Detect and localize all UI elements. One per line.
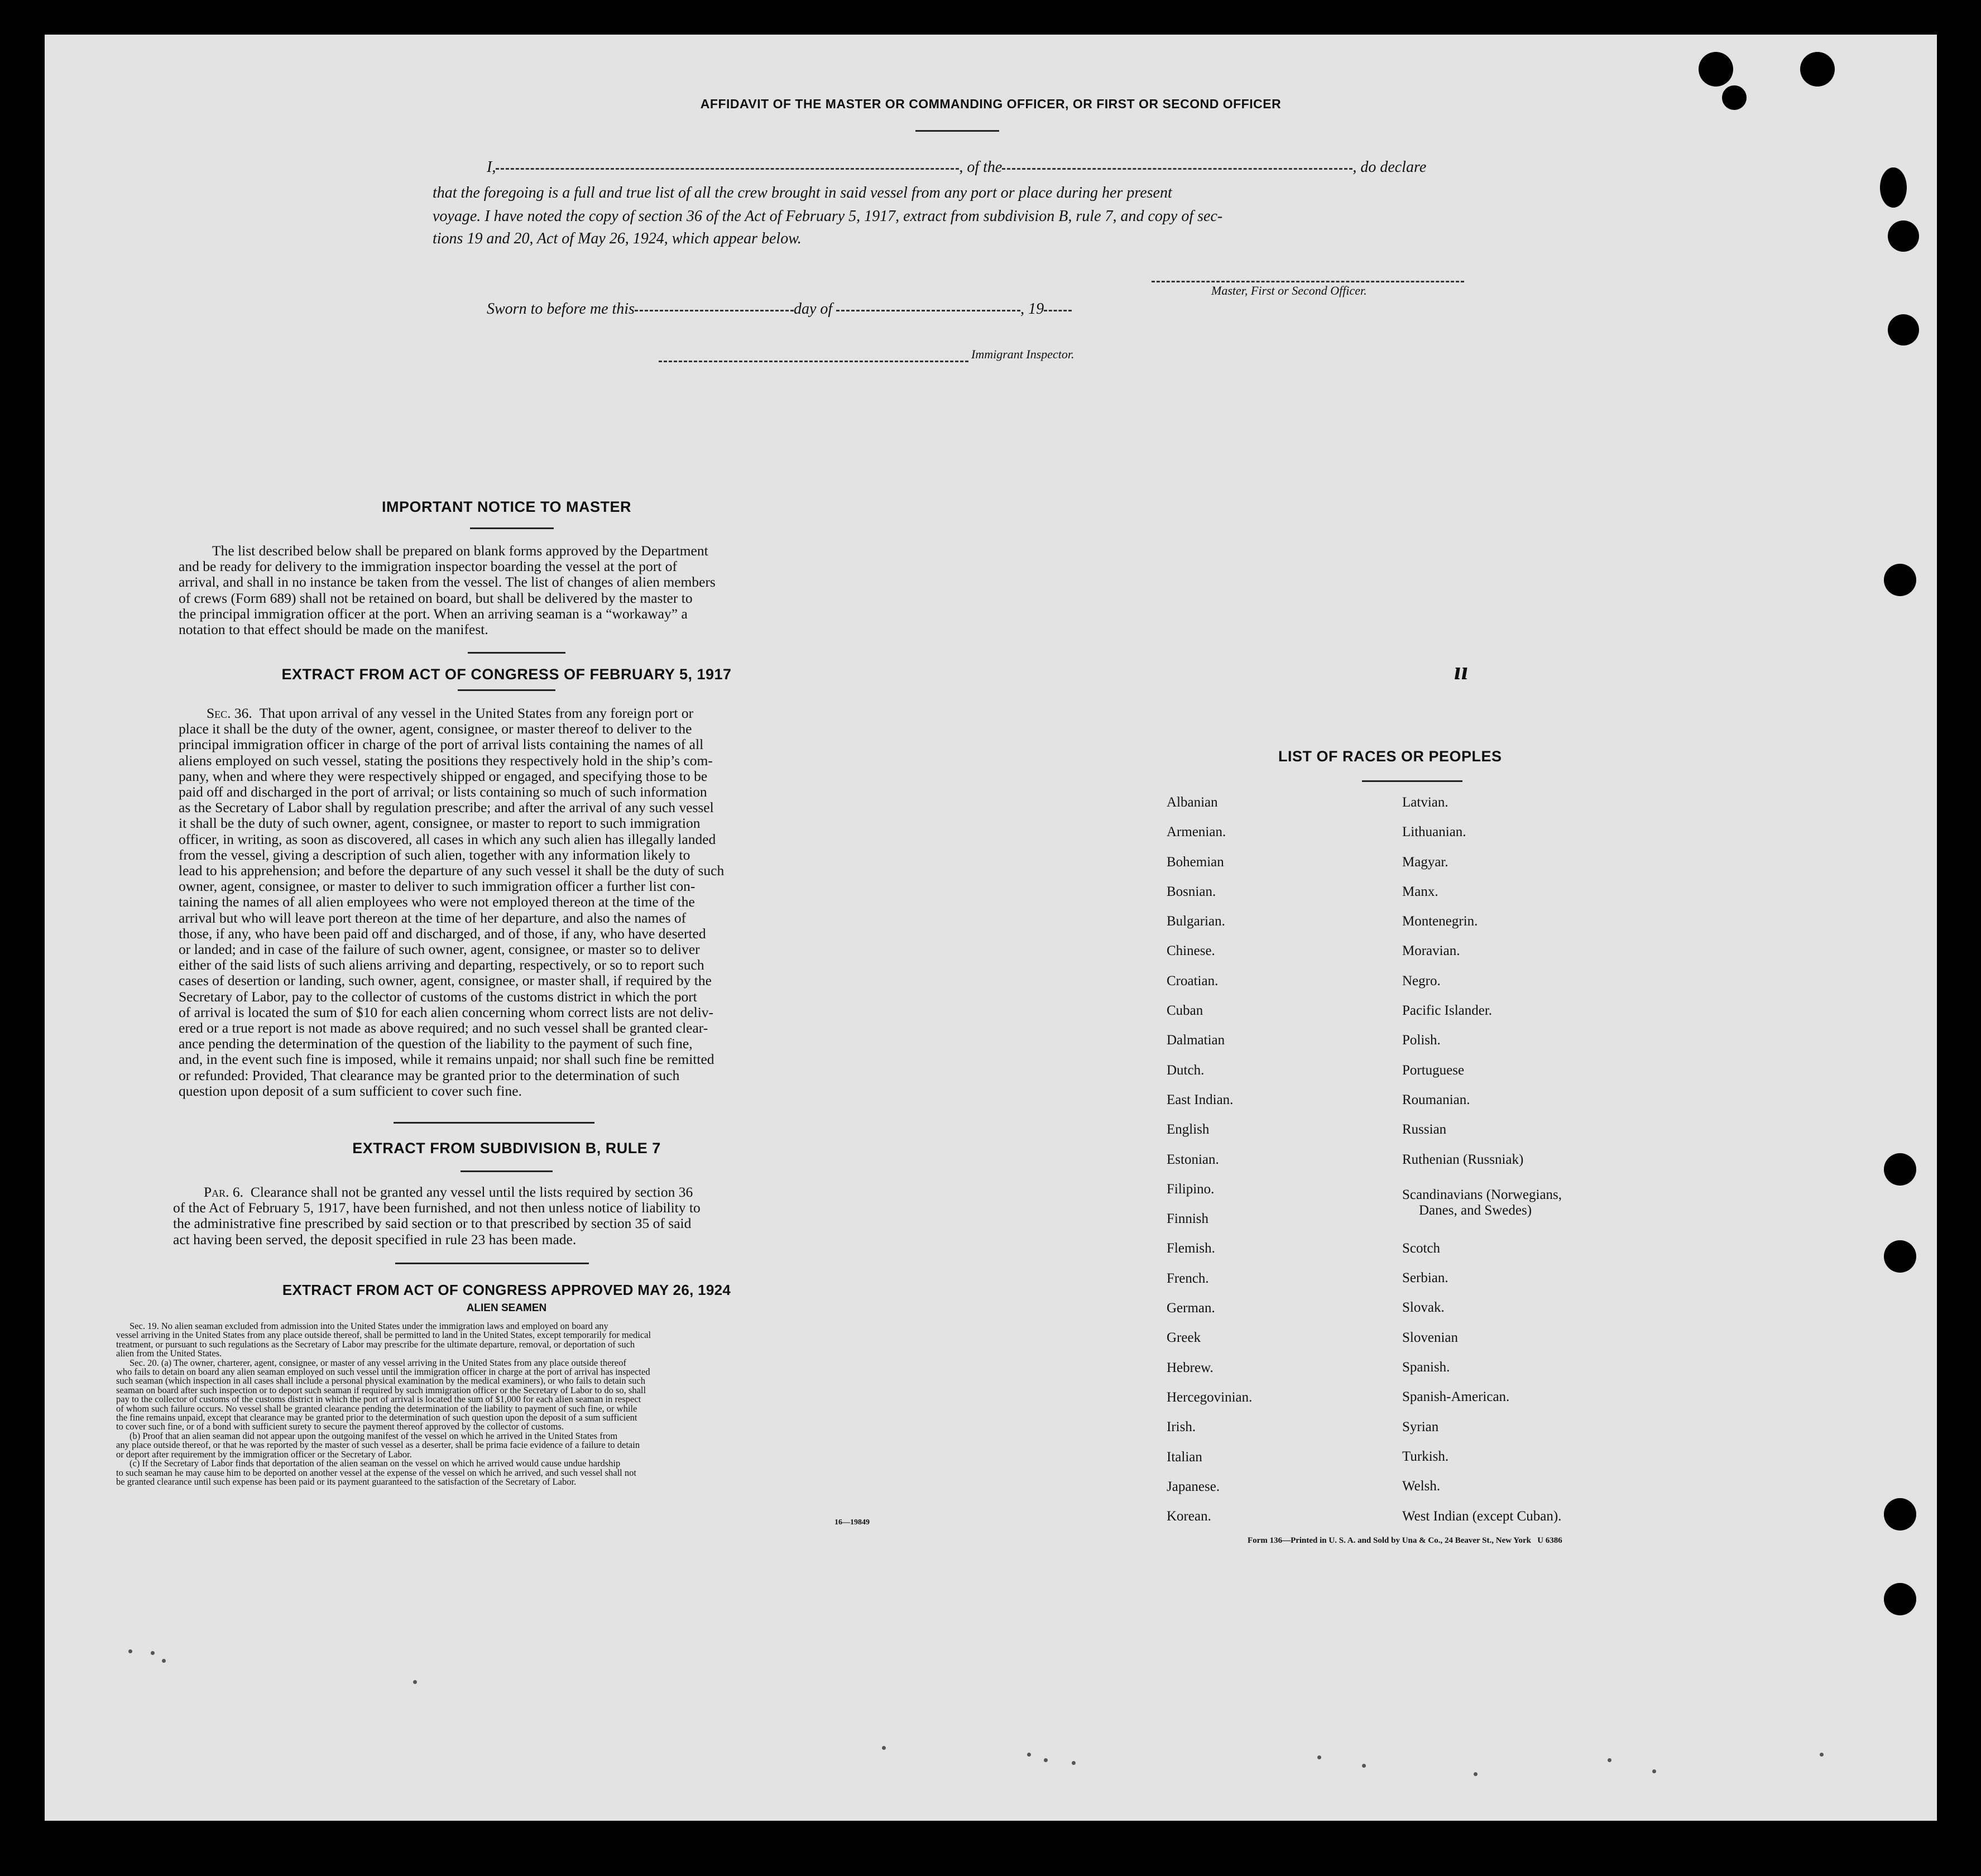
race-item: Slovak. <box>1402 1300 1445 1316</box>
speck <box>1820 1753 1824 1757</box>
race-item: Chinese. <box>1167 943 1215 959</box>
divider <box>470 527 554 529</box>
act-1924-line: who fails to detain on board any alien seaman employed on such vessel until the immigration officer in charge at the port of arrival has inspected <box>116 1366 650 1378</box>
rule7-title: EXTRACT FROM SUBDIVISION B, RULE 7 <box>352 1140 661 1157</box>
notice-line: of crews (Form 689) shall not be retained on board, but shall be delivered by the master to <box>179 589 693 606</box>
sworn-year-field[interactable] <box>1044 309 1072 311</box>
inspector-label: Immigrant Inspector. <box>971 347 1075 361</box>
race-item: English <box>1167 1122 1210 1138</box>
act-1917-line <box>179 706 818 721</box>
act-1917-title: EXTRACT FROM ACT OF CONGRESS OF FEBRUARY 5, 1917 <box>281 666 732 683</box>
races-title: LIST OF RACES OR PEOPLES <box>1278 748 1502 765</box>
speck <box>151 1651 155 1655</box>
rule7-body <box>173 1184 812 1248</box>
divider <box>394 1122 594 1124</box>
race-item: Scandinavians (Norwegians, <box>1402 1187 1562 1202</box>
race-item: Albanian <box>1167 795 1218 810</box>
act-1917-line: paid off and discharged in the port of arrival; or lists containing so much of such information <box>179 784 707 800</box>
race-item: Italian <box>1167 1449 1202 1465</box>
race-item: Scotch <box>1402 1240 1441 1256</box>
race-item: Bosnian. <box>1167 884 1216 899</box>
act-1917-line: arrival but who will leave port thereon at the time of her departure, and also the names of <box>179 909 687 926</box>
act-1917-line: place it shall be the duty of the owner, agent, consignee, or master thereof to deliver to the <box>179 721 692 737</box>
act-1924-line: Sec. 19. No alien seaman excluded from admission into the United States under the immigration laws and employed on board any <box>129 1321 608 1331</box>
act-1917-line: from the vessel, giving a description of such alien, together with any information likely to <box>179 846 690 863</box>
race-item: Spanish. <box>1402 1360 1450 1375</box>
speck <box>128 1649 132 1653</box>
binder-hole <box>1884 1498 1916 1530</box>
act-1924-line: the fine remains unpaid, except that clearance may be granted prior to the determination of such question upon the deposit of a sum sufficient <box>116 1412 637 1423</box>
officer-name-field[interactable] <box>496 167 959 170</box>
binder-hole <box>1884 564 1916 596</box>
section-label: Sec. 36. <box>207 705 252 721</box>
race-item: Greek <box>1167 1330 1201 1346</box>
race-item: Magyar. <box>1402 854 1448 870</box>
race-item: Latvian. <box>1402 795 1448 810</box>
race-item: Dalmatian <box>1167 1033 1225 1048</box>
act-1917-line: either of the said lists of such aliens arriving and departing, respectively, or so to report such <box>179 957 704 973</box>
sworn-day-field[interactable] <box>635 309 794 311</box>
race-item: Korean. <box>1167 1509 1211 1524</box>
race-item: Finnish <box>1167 1211 1209 1227</box>
act-1917-line: owner, agent, consignee, or master to deliver to such immigration officer a further list con- <box>179 878 695 895</box>
act-1924-body <box>116 1322 900 1486</box>
act-1917-line: pany, when and where they were respectively shipped or engaged, and specifying those to be <box>179 767 708 784</box>
act-1917-body <box>179 706 818 1099</box>
speck <box>1044 1758 1048 1762</box>
speck <box>882 1746 886 1750</box>
act-1924-line: (c) If the Secretary of Labor finds that deportation of the alien seaman on the vessel on which he arrived would cause undue hardship <box>129 1458 621 1469</box>
races-right-column <box>1402 795 1692 1538</box>
act-1917-line: those, if any, who have been paid off and discharged, and of those, if any, who have deserted <box>179 925 706 942</box>
notice-body <box>179 543 818 637</box>
divider <box>468 652 565 654</box>
act-1917-line: lead to his apprehension; and before the departure of any such vessel it shall be the duty of such <box>179 862 725 879</box>
speck <box>1317 1755 1321 1759</box>
act-1917-line: it shall be the duty of such owner, agent, consignee, or master to report to such immigration <box>179 815 701 832</box>
act-1924-line: treatment, or pursuant to such regulations as the Secretary of Labor may prescribe for the ultimate departure, removal, or deportation of such <box>116 1338 635 1350</box>
race-item: Danes, and Swedes) <box>1419 1202 1532 1218</box>
act-1924-line: Sec. 20. (a) The owner, charterer, agent, consignee, or master of any vessel arriving in the United States from any place outside thereof <box>129 1357 626 1368</box>
race-item: Hebrew. <box>1167 1360 1213 1375</box>
act-1917-line: and, in the event such fine is imposed, while it remains unpaid; nor shall such fine be remitted <box>179 1051 714 1068</box>
race-item: Portuguese <box>1402 1062 1465 1078</box>
binder-hole <box>1699 52 1733 87</box>
race-item: Roumanian. <box>1402 1092 1470 1107</box>
act-1917-line: ered or a true report is not made as above required; and no such vessel shall be granted clear- <box>179 1020 708 1037</box>
speck <box>1652 1769 1656 1773</box>
act-1924-line: seaman on board after such inspection or to deport such seaman if required by such immigration officer or the Secretary of Labor to do so, shall <box>116 1384 646 1395</box>
act-1917-line-text: That upon arrival of any vessel in the United States from any foreign port or <box>259 705 694 721</box>
declaration-line <box>487 159 1426 176</box>
vessel-name-field[interactable] <box>1002 167 1352 170</box>
divider <box>1362 780 1462 782</box>
master-signature-field[interactable] <box>1152 280 1464 282</box>
act-1924-line: pay to the collector of customs of the customs district in which the port of arrival is located the sum of $1,000 for each alien seaman in respect <box>116 1394 641 1405</box>
act-1924-line: or deport after requirement by the immigration officer or the Secretary of Labor. <box>116 1448 412 1460</box>
act-1924-line: to such seaman he may cause him to be deported on another vessel at the expense of the vessel on which he arrived, and such vessel shall not <box>116 1467 636 1478</box>
notice-line: and be ready for delivery to the immigration inspector boarding the vessel at the port of <box>179 558 677 575</box>
act-1924-line: of whom such failure occurs. No vessel shall be granted clearance pending the determination of the liability to payment of such fine, or while <box>116 1403 637 1414</box>
race-item: Spanish-American. <box>1402 1389 1510 1405</box>
race-item: Turkish. <box>1402 1448 1449 1464</box>
race-item: Croatian. <box>1167 973 1219 989</box>
form-code: 16—19849 <box>834 1518 870 1527</box>
races-left-column <box>1167 795 1379 1538</box>
act-1924-line: such seaman (which inspection in all cases shall include a personal physical examination by the medical examiners), or who fails to detain such <box>116 1375 646 1386</box>
year-label: , 19 <box>1020 300 1044 318</box>
sworn-label: Sworn to before me this <box>487 300 635 318</box>
race-item: Syrian <box>1402 1419 1439 1434</box>
notice-title: IMPORTANT NOTICE TO MASTER <box>382 498 631 515</box>
binder-hole <box>1888 314 1919 346</box>
race-item: Moravian. <box>1402 943 1460 959</box>
race-item: Ruthenian (Russniak) <box>1402 1151 1524 1167</box>
race-item: Estonian. <box>1167 1151 1219 1167</box>
race-item: East Indian. <box>1167 1092 1234 1107</box>
divider <box>915 130 999 132</box>
race-item: French. <box>1167 1270 1209 1286</box>
race-item: Montenegrin. <box>1402 914 1478 929</box>
notice-line: notation to that effect should be made on the manifest. <box>179 621 488 638</box>
handwritten-mark: ıı <box>1454 656 1469 685</box>
act-1924-line: to cover such fine, or of a bond with sufficient surety to secure the payment thereof approved by the collector of customs. <box>116 1421 564 1432</box>
binder-hole <box>1888 220 1919 252</box>
notice-line: arrival, and shall in no instance be taken from the vessel. The list of changes of alien members <box>179 574 716 591</box>
binder-hole <box>1884 1153 1916 1186</box>
i-label: I, <box>487 159 496 176</box>
act-1924-line: vessel arriving in the United States from any place outside thereof, shall be permitted to land in the United States, except temporarily for medical <box>116 1330 651 1341</box>
race-item: Negro. <box>1402 973 1441 989</box>
printer-imprint: Form 136—Printed in U. S. A. and Sold by Una & Co., 24 Beaver St., New York U 6386 <box>1248 1536 1562 1545</box>
binder-hole <box>1884 1240 1916 1273</box>
race-item: Russian <box>1402 1122 1447 1138</box>
speck <box>1027 1753 1031 1757</box>
act-1917-line: or refunded: Provided, That clearance may be granted prior to the determination of such <box>179 1067 680 1083</box>
race-item: Pacific Islander. <box>1402 1003 1493 1019</box>
race-item: German. <box>1167 1301 1215 1316</box>
affidavit-title: AFFIDAVIT OF THE MASTER OR COMMANDING OFFICER, OR FIRST OR SECOND OFFICER <box>700 97 1282 111</box>
race-item: Flemish. <box>1167 1241 1215 1256</box>
act-1924-title: EXTRACT FROM ACT OF CONGRESS APPROVED MAY 26, 1924 <box>282 1282 731 1298</box>
race-item: Slovenian <box>1402 1330 1458 1345</box>
rule7-line: the administrative fine prescribed by said section or to that prescribed by section 35 of said <box>173 1215 692 1232</box>
sworn-month-field[interactable] <box>836 309 1020 311</box>
binder-hole <box>1800 52 1835 87</box>
act-1917-line: or landed; and in case of the failure of such owner, agent, consignee, or master so to deliver <box>179 941 700 958</box>
divider <box>458 689 555 691</box>
speck <box>1072 1761 1076 1765</box>
race-item: Japanese. <box>1167 1479 1220 1494</box>
race-item: Filipino. <box>1167 1181 1215 1197</box>
act-1917-line: ance pending the determination of the question of the liability to the payment of such fine, <box>179 1035 693 1052</box>
act-1917-line: taining the names of all alien employees who were not employed thereon at the time of the <box>179 894 695 910</box>
act-1917-line: officer, in writing, as soon as discovered, all cases in which any such alien has illegally landed <box>179 831 716 847</box>
do-declare-label: , do declare <box>1352 159 1427 176</box>
declaration-text-2: that the foregoing is a full and true list of all the crew brought in said vessel from any port or place during her present <box>433 184 1172 201</box>
speck <box>413 1680 417 1684</box>
race-item: Dutch. <box>1167 1062 1205 1078</box>
race-item: Bohemian <box>1167 854 1224 870</box>
declaration-text-3: voyage. I have noted the copy of section 36 of the Act of February 5, 1917, extract from subdivision B, rule 7, and copy of sec- <box>433 208 1223 225</box>
act-1924-line: (b) Proof that an alien seaman did not appear upon the outgoing manifest of the vessel on which he arrived in the United States from <box>129 1430 618 1441</box>
act-1917-line: principal immigration officer in charge of the port of arrival lists containing the names of all <box>179 736 704 753</box>
sworn-line <box>487 300 1072 318</box>
race-item: Bulgarian. <box>1167 914 1225 929</box>
divider <box>395 1263 589 1264</box>
speck <box>1608 1758 1611 1762</box>
binder-hole <box>1880 167 1907 208</box>
rule7-line: of the Act of February 5, 1917, have been furnished, and not then unless notice of liability to <box>173 1200 701 1216</box>
act-1924-line: alien from the United States. <box>116 1348 222 1359</box>
of-the-label: , of the <box>959 159 1003 176</box>
race-item: Hercegovinian. <box>1167 1389 1253 1405</box>
speck <box>1362 1764 1366 1768</box>
act-1924-line: any place outside thereof, or that he was reported by the master of such vessel as a deserter, shall be prima facie evidence of a failure to detain <box>116 1440 640 1451</box>
speck <box>162 1659 166 1663</box>
race-item: Serbian. <box>1402 1270 1448 1286</box>
notice-line: The list described below shall be prepared on blank forms approved by the Department <box>212 543 708 559</box>
act-1917-line: Secretary of Labor, pay to the collector of customs of the customs district in which the port <box>179 988 697 1005</box>
rule7-line-text: Clearance shall not be granted any vessel until the lists required by section 36 <box>250 1184 693 1200</box>
divider <box>461 1170 553 1172</box>
act-1924-subtitle: ALIEN SEAMEN <box>466 1302 547 1314</box>
act-1917-line: cases of desertion or landing, such owner, agent, consignee, or master shall, if required by the <box>179 972 712 989</box>
act-1917-line: question upon deposit of a sum sufficient to cover such fine. <box>179 1082 522 1099</box>
act-1917-line: as the Secretary of Labor shall by regulation prescribe; and after the arrival of any such vessel <box>179 799 714 816</box>
binder-hole <box>1884 1583 1916 1615</box>
notice-line: the principal immigration officer at the port. When an arriving seaman is a “workaway” a <box>179 605 688 622</box>
race-item: Irish. <box>1167 1419 1196 1435</box>
paragraph-label: Par. 6. <box>204 1184 244 1200</box>
master-signature-label: Master, First or Second Officer. <box>1211 284 1367 298</box>
act-1917-line: of arrival is located the sum of $10 for each alien concerning whom correct lists are not deliv- <box>179 1004 714 1020</box>
rule7-line <box>173 1184 812 1200</box>
race-item: Manx. <box>1402 884 1438 899</box>
act-1924-line: be granted clearance until such expense has been paid or its payment guaranteed to the satisfaction of the Secretary of Labor. <box>116 1476 577 1487</box>
race-item: Polish. <box>1402 1033 1441 1048</box>
race-item: West Indian (except Cuban). <box>1402 1508 1562 1524</box>
day-of-label: day of <box>793 300 833 318</box>
inspector-signature-field[interactable] <box>659 360 968 362</box>
race-item: Lithuanian. <box>1402 824 1466 840</box>
race-item: Welsh. <box>1402 1479 1441 1494</box>
race-item: Cuban <box>1167 1003 1203 1019</box>
declaration-text-4: tions 19 and 20, Act of May 26, 1924, which appear below. <box>433 230 802 247</box>
speck <box>1474 1772 1478 1776</box>
act-1917-line: aliens employed on such vessel, stating the positions they respectively hold in the ship’s com- <box>179 752 713 769</box>
rule7-line: act having been served, the deposit specified in rule 23 has been made. <box>173 1231 577 1248</box>
race-item: Armenian. <box>1167 824 1226 840</box>
